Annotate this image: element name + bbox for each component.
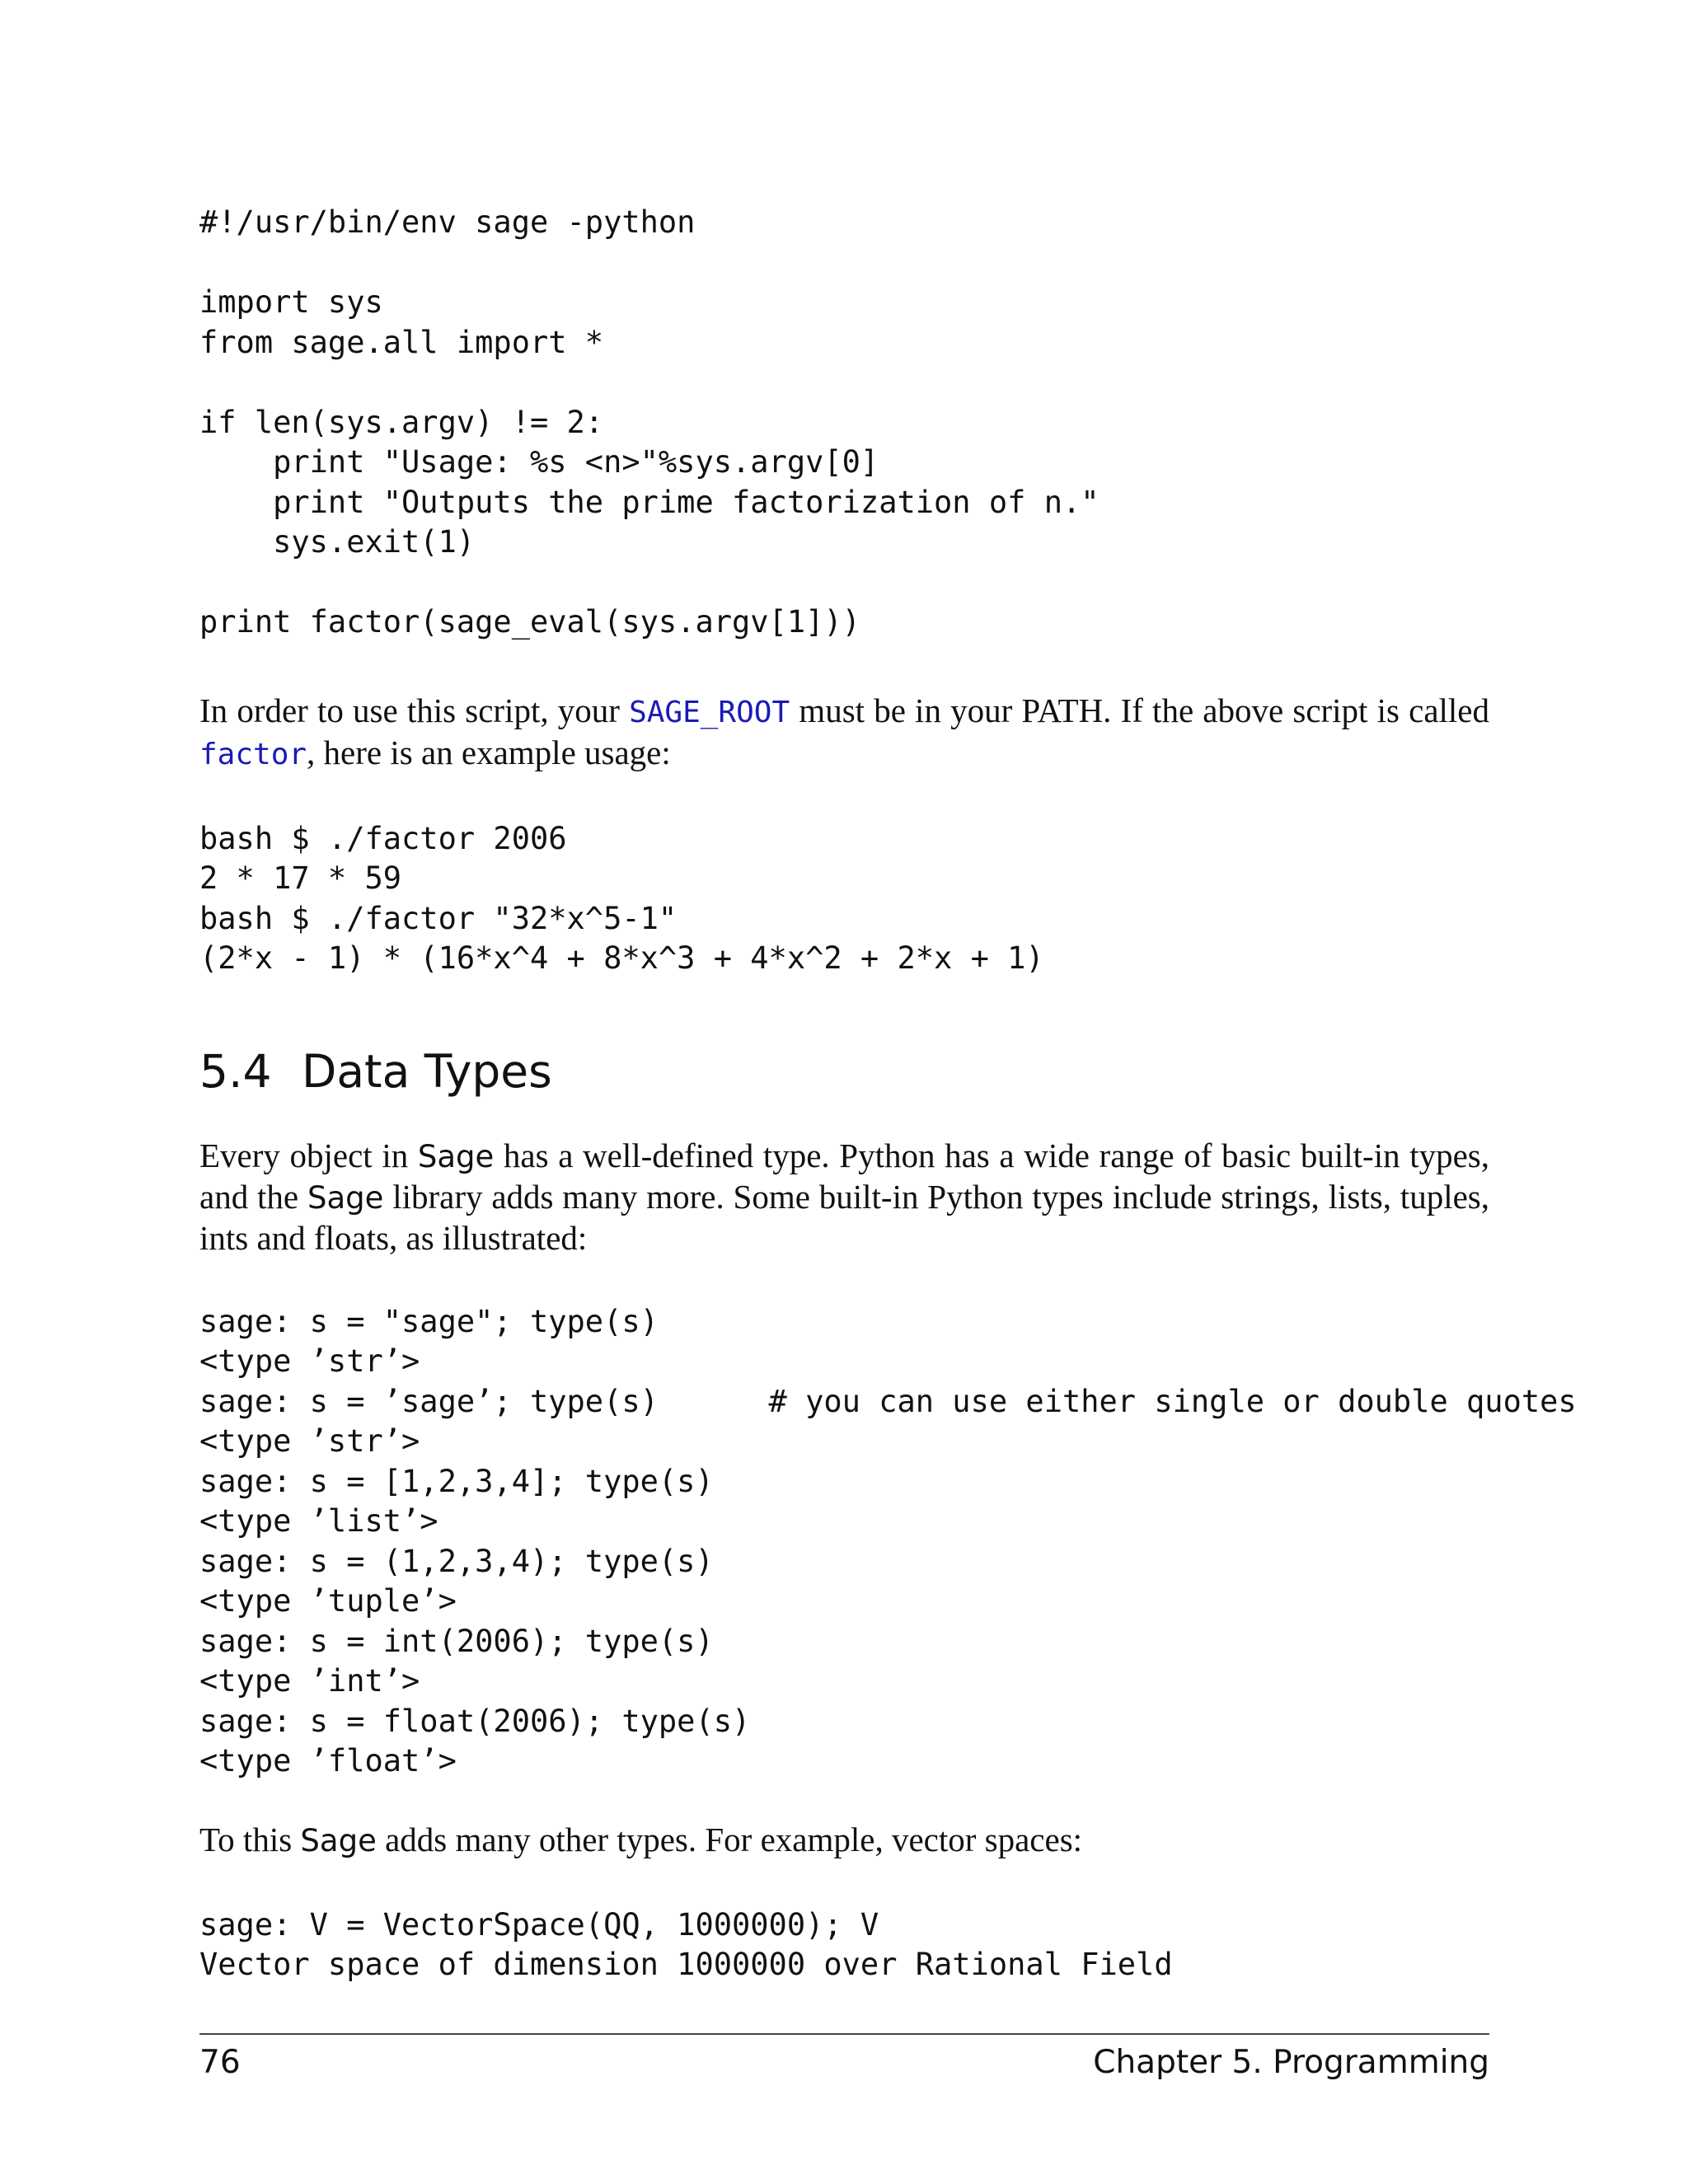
code-line: Vector space of dimension 1000000 over Rational Field xyxy=(199,1947,1173,1982)
code-line: print "Outputs the prime factorization of n." xyxy=(199,484,1100,520)
code-line: import sys xyxy=(199,284,383,320)
code-line: <type ’tuple’> xyxy=(199,1583,457,1619)
code-block-types xyxy=(199,1302,1577,1782)
chapter-label: Chapter 5. Programming xyxy=(1093,2044,1489,2081)
section-title: Data Types xyxy=(302,1044,552,1098)
code-line: <type ’str’> xyxy=(199,1423,420,1459)
code-line: <type ’float’> xyxy=(199,1743,457,1779)
code-line: (2*x - 1) * (16*x^4 + 8*x^3 + 4*x^2 + 2*x + 1) xyxy=(199,940,1044,976)
code-line: bash $ ./factor "32*x^5-1" xyxy=(199,900,678,936)
page-content xyxy=(199,203,1577,1985)
code-line: if len(sys.argv) != 2: xyxy=(199,404,604,440)
code-line: sage: s = "sage"; type(s) xyxy=(199,1303,659,1339)
paragraph-vector-spaces: To this Sage adds many other types. For example, vector spaces: xyxy=(199,1820,1083,1858)
code-line: <type ’str’> xyxy=(199,1343,420,1379)
sage-root-link[interactable]: SAGE_ROOT xyxy=(629,695,790,729)
code-line: sage: s = [1,2,3,4]; type(s) xyxy=(199,1463,714,1499)
code-line: 2 * 17 * 59 xyxy=(199,860,402,896)
code-line: sage: s = int(2006); type(s) xyxy=(199,1623,714,1659)
code-line: sage: s = ’sage’; type(s) # you can use either single or double quotes xyxy=(199,1383,1577,1419)
section-number: 5.4 xyxy=(199,1044,272,1098)
code-block-script xyxy=(199,203,1489,643)
code-line: print "Usage: %s <n>"%sys.argv[0] xyxy=(199,444,879,480)
code-line: <type ’int’> xyxy=(199,1663,420,1699)
code-line: sage: s = (1,2,3,4); type(s) xyxy=(199,1543,714,1579)
code-line: #!/usr/bin/env sage -python xyxy=(199,204,696,240)
code-line: bash $ ./factor 2006 xyxy=(199,820,567,856)
section-heading xyxy=(199,1045,1489,1098)
code-line: sage: s = float(2006); type(s) xyxy=(199,1703,751,1739)
code-line: print factor(sage_eval(sys.argv[1])) xyxy=(199,604,860,640)
code-block-vector-space xyxy=(199,1905,1489,1985)
paragraph-data-types: Every object in Sage has a well-defined type. Python has a wide range of basic built-in types, and the Sage library adds many more. Some built-in Python types include strings, lists, tuples, ints and floats, as illustrated: xyxy=(199,1136,1490,1257)
paragraph-script-usage: In order to use this script, your SAGE_ROOT must be in your PATH. If the above script is called factor, here is an example usage: xyxy=(199,691,1489,771)
footer-rule xyxy=(199,2033,1489,2035)
code-line: <type ’list’> xyxy=(199,1503,438,1539)
code-block-bash-example xyxy=(199,819,1489,979)
code-line: from sage.all import * xyxy=(199,324,604,360)
code-line: sage: V = VectorSpace(QQ, 1000000); V xyxy=(199,1906,879,1943)
code-line: sys.exit(1) xyxy=(199,524,476,560)
page-number: 76 xyxy=(199,2044,241,2081)
factor-link[interactable]: factor xyxy=(199,737,307,771)
page-footer xyxy=(199,2042,1489,2083)
